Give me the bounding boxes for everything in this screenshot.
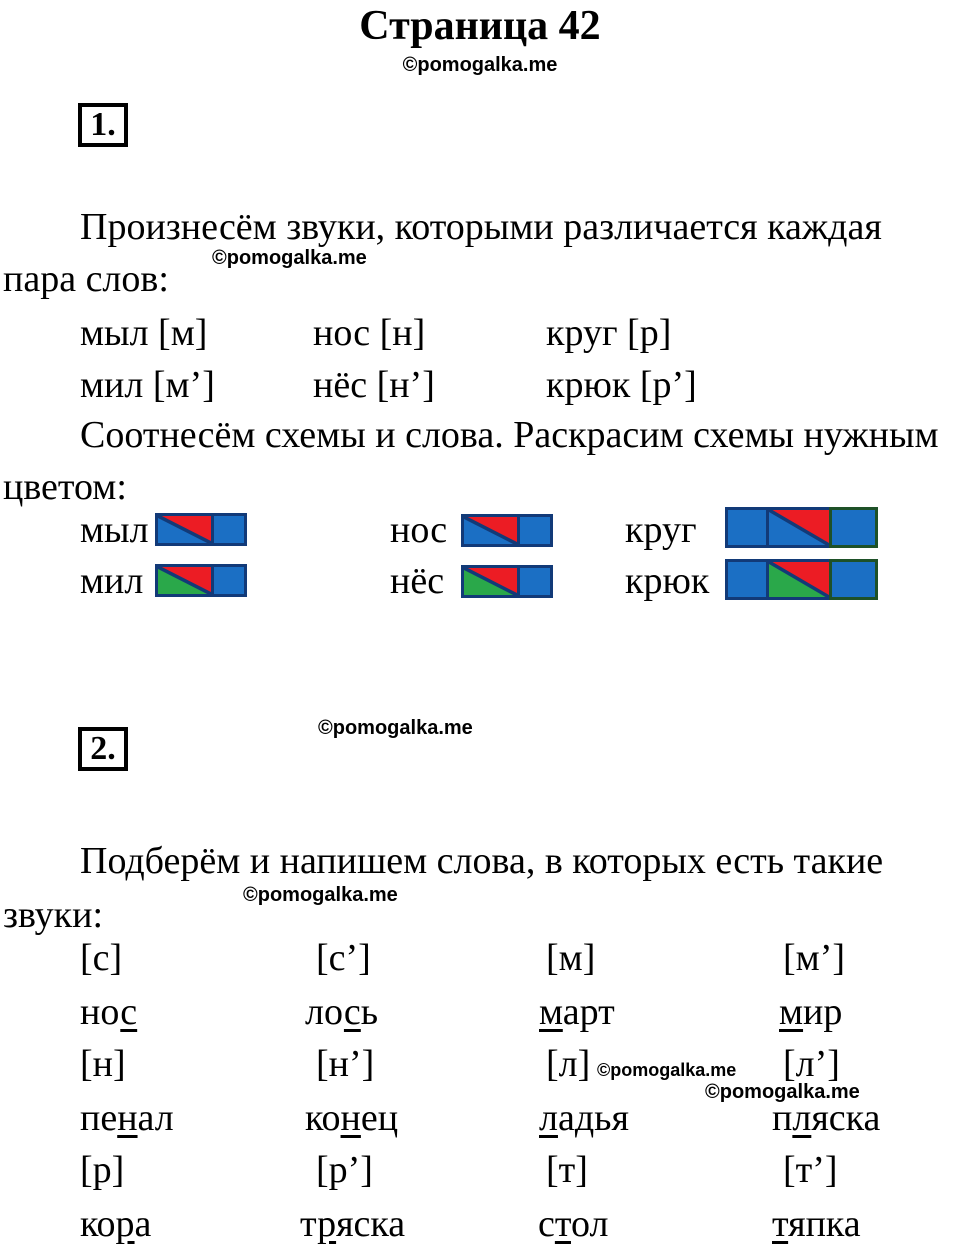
pair-cell: нёс [н’] bbox=[313, 364, 435, 406]
word-answer: мир bbox=[779, 991, 843, 1033]
task1-intro-line1: Произнесём звуки, которыми различается каждая bbox=[80, 206, 882, 248]
underlined-letter: м bbox=[779, 991, 804, 1033]
sound-scheme-nyos bbox=[461, 565, 553, 598]
underlined-letter: н bbox=[117, 1097, 138, 1139]
watermark-grid-1: ©pomogalka.me bbox=[597, 1060, 737, 1080]
scheme-word-label: крюк bbox=[625, 560, 710, 602]
underlined-letter: м bbox=[539, 991, 563, 1033]
task1-intro-line2: пара слов: bbox=[3, 258, 169, 300]
word-answer: тряска bbox=[300, 1203, 406, 1244]
pair-cell: мил [м’] bbox=[80, 364, 215, 406]
task2-intro-line2: звуки: bbox=[3, 894, 104, 936]
word-answer: март bbox=[539, 991, 615, 1033]
watermark-task2-intro: ©pomogalka.me bbox=[243, 884, 398, 906]
sound-label: [т’] bbox=[783, 1149, 838, 1191]
word-answer: ладья bbox=[539, 1097, 629, 1139]
pair-cell: мыл [м] bbox=[80, 312, 208, 354]
vowel-square-cell bbox=[829, 507, 878, 548]
underlined-letter: р bbox=[317, 1203, 337, 1244]
merge-diagonal-cell bbox=[766, 559, 832, 600]
sound-scheme-mil bbox=[155, 564, 247, 597]
watermark-top: ©pomogalka.me bbox=[402, 54, 558, 76]
sound-label: [р] bbox=[80, 1149, 125, 1191]
underlined-letter: р bbox=[115, 1203, 135, 1244]
scheme-word-label: нёс bbox=[390, 560, 445, 602]
sound-label: [н’] bbox=[316, 1043, 375, 1085]
vowel-square-cell bbox=[517, 565, 553, 598]
word-answer: лось bbox=[305, 991, 379, 1033]
pair-cell: крюк [р’] bbox=[546, 364, 697, 406]
sound-label: [с] bbox=[80, 937, 123, 979]
sound-scheme-krug bbox=[725, 507, 878, 548]
underlined-letter: л bbox=[792, 1097, 812, 1139]
sound-scheme-myl bbox=[155, 513, 247, 546]
watermark-grid-2: ©pomogalka.me bbox=[705, 1081, 860, 1103]
sound-label: [т] bbox=[546, 1149, 588, 1191]
sound-label: [м] bbox=[546, 937, 596, 979]
underlined-letter: с bbox=[120, 991, 138, 1033]
sound-label: [р’] bbox=[316, 1149, 373, 1191]
sound-scheme-kryuk bbox=[725, 559, 878, 600]
sound-label: [с’] bbox=[316, 937, 371, 979]
merge-diagonal-cell bbox=[155, 513, 214, 546]
word-answer: пляска bbox=[772, 1097, 881, 1139]
vowel-square-cell bbox=[725, 559, 769, 600]
scheme-word-label: мыл bbox=[80, 509, 149, 551]
sound-label: [н] bbox=[80, 1043, 126, 1085]
word-answer: пенал bbox=[80, 1097, 174, 1139]
scheme-word-label: круг bbox=[625, 509, 697, 551]
watermark-task2: ©pomogalka.me bbox=[318, 717, 473, 739]
task1-match-line2: цветом: bbox=[3, 466, 127, 508]
word-answer: стол bbox=[538, 1203, 609, 1244]
vowel-square-cell bbox=[211, 513, 247, 546]
vowel-square-cell bbox=[517, 514, 553, 547]
underlined-letter: л bbox=[539, 1097, 558, 1139]
vowel-square-cell bbox=[829, 559, 878, 600]
vowel-square-cell bbox=[211, 564, 247, 597]
page-title: Страница 42 bbox=[359, 3, 601, 49]
underlined-letter: т bbox=[772, 1203, 789, 1244]
sound-label: [л’] bbox=[783, 1043, 840, 1085]
merge-diagonal-cell bbox=[461, 514, 520, 547]
word-answer: кора bbox=[80, 1203, 152, 1244]
sound-label: [м’] bbox=[783, 937, 846, 979]
task2-intro-line1: Подберём и напишем слова, в которых есть такие bbox=[80, 840, 884, 882]
merge-diagonal-cell bbox=[461, 565, 520, 598]
task-number-badge-1: 1. bbox=[78, 103, 128, 147]
scheme-word-label: нос bbox=[390, 509, 448, 551]
word-answer: нос bbox=[80, 991, 138, 1033]
scheme-word-label: мил bbox=[80, 560, 144, 602]
vowel-square-cell bbox=[725, 507, 769, 548]
task1-match-line1: Соотнесём схемы и слова. Раскрасим схемы нужным bbox=[80, 414, 939, 456]
word-answer: конец bbox=[305, 1097, 399, 1139]
watermark-task1: ©pomogalka.me bbox=[212, 247, 367, 269]
pair-cell: нос [н] bbox=[313, 312, 426, 354]
task-number-badge-2: 2. bbox=[78, 727, 128, 771]
underlined-letter: н bbox=[340, 1097, 361, 1139]
pair-cell: круг [р] bbox=[546, 312, 672, 354]
merge-diagonal-cell bbox=[766, 507, 832, 548]
sound-label: [л] bbox=[546, 1043, 591, 1085]
underlined-letter: с bbox=[343, 991, 361, 1033]
sound-scheme-nos bbox=[461, 514, 553, 547]
merge-diagonal-cell bbox=[155, 564, 214, 597]
underlined-letter: т bbox=[554, 1203, 571, 1244]
word-answer: тяпка bbox=[772, 1203, 861, 1244]
